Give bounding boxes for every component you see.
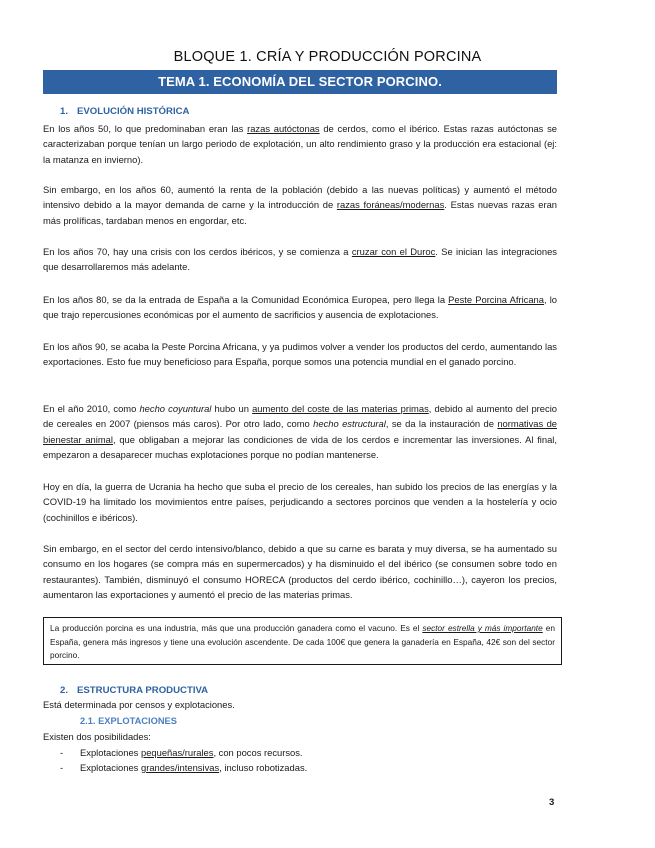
text: En los años 50, lo que predominaban eran las bbox=[43, 123, 248, 134]
section2-intro: Está determinada por censos y explotaciones. bbox=[43, 699, 235, 710]
section-title: ESTRUCTURA PRODUCTIVA bbox=[77, 685, 209, 696]
text: hubo un bbox=[211, 403, 253, 414]
highlight-note-box bbox=[43, 617, 562, 665]
text: , lo que trajo repercusiones económicas por el aumento de sacrificios y ausencia de explotaciones. bbox=[43, 294, 558, 321]
block-title: BLOQUE 1. CRÍA Y PRODUCCIÓN PORCINA bbox=[173, 49, 482, 65]
underlined-term: pequeñas/rurales bbox=[140, 747, 214, 758]
paragraph-6 bbox=[43, 401, 557, 462]
underlined-term: razas foráneas/modernas bbox=[336, 199, 445, 211]
italic-term: hecho estructural bbox=[313, 418, 386, 430]
tema-title-bar bbox=[43, 70, 557, 94]
section-heading-estructura bbox=[60, 685, 208, 696]
underlined-term: grandes/intensivas bbox=[140, 762, 220, 773]
paragraph-1 bbox=[43, 121, 557, 167]
text: . Se inician las integraciones que desarrollaremos más adelante. bbox=[43, 246, 557, 273]
text: Explotaciones bbox=[80, 747, 141, 758]
list-item bbox=[60, 760, 307, 775]
text: . Estas nuevas razas eran más prolíficas, tardaban menos en engordar, etc. bbox=[43, 199, 557, 226]
italic-term: hecho coyuntural bbox=[139, 403, 212, 414]
text: En el año 2010, como bbox=[43, 403, 140, 414]
page-number: 3 bbox=[549, 797, 555, 808]
text: en España, genera más ingresos y tiene una evolución ascendente. De cada 100€ que genera la ganadería en España, 42€ son del sector porcino. bbox=[50, 623, 555, 661]
text: La producción porcina es una industria, más que una producción ganadera como el vacuno. Es el bbox=[50, 623, 423, 633]
dash-bullet: - bbox=[60, 747, 64, 758]
section-heading-evolucion bbox=[60, 106, 189, 117]
underlined-term: razas autóctonas bbox=[247, 123, 320, 134]
section-number: 1. bbox=[60, 106, 69, 117]
dash-bullet: - bbox=[60, 762, 64, 773]
text: , debido al aumento del precio de cereales en 2007 (piensos más caros). Por otro lado, como bbox=[43, 403, 558, 430]
text: Explotaciones bbox=[80, 762, 141, 773]
paragraph-4 bbox=[43, 292, 557, 323]
paragraph-3 bbox=[43, 244, 557, 275]
list-item bbox=[60, 745, 303, 760]
paragraph-7 bbox=[43, 479, 557, 525]
text: , incluso robotizadas. bbox=[219, 762, 308, 773]
underlined-italic-term: sector estrella y más importante bbox=[422, 623, 543, 633]
text: de cerdos, como el ibérico. Estas razas autóctonas se caracterizaban porque tenían un largo periodo de explotación, un alto rendimiento graso y la producción era estacional (ej: la matanza en invierno). bbox=[43, 123, 557, 165]
text: , se da la instauración de bbox=[385, 418, 498, 430]
paragraph-2 bbox=[43, 182, 557, 228]
text: En los años 70, hay una crisis con los cerdos ibéricos, y se comienza a bbox=[43, 246, 352, 257]
text: , con pocos recursos. bbox=[213, 747, 303, 758]
tema-title: TEMA 1. ECONOMÍA DEL SECTOR PORCINO. bbox=[158, 74, 442, 89]
text: Sin embargo, en el sector del cerdo intensivo/blanco, debido a que su carne es barata y muy diversa, se ha aumentado su consumo en los hogares (se compra más en supermercados) y ha disminuido el del ibérico (se consumen sobre todo en restaurantes). También, disminuyó el consumo HORECA (productos del cerdo ibérico, cochinillo…), cayeron los precios, aumentaron las exportaciones y aumentó el precio de las materias primas. bbox=[43, 543, 557, 600]
paragraph-5 bbox=[43, 339, 557, 370]
text: En los años 90, se acaba la Peste Porcina Africana, y ya pudimos volver a vender los productos del cerdo, aumentando las exportaciones. Esto fue muy beneficioso para España, porque somos una potencia mundial en el ganado porcino. bbox=[43, 341, 557, 368]
paragraph-8 bbox=[43, 541, 557, 602]
section-number: 2. bbox=[60, 685, 69, 696]
text: En los años 80, se da la entrada de España a la Comunidad Económica Europea, pero llega la bbox=[43, 294, 449, 305]
underlined-term: normativas de bienestar animal bbox=[43, 418, 558, 445]
subsection-heading-explotaciones: 2.1. EXPLOTACIONES bbox=[80, 716, 177, 726]
underlined-term: aumento del coste de las materias primas bbox=[252, 403, 429, 414]
section-title: EVOLUCIÓN HISTÓRICA bbox=[77, 106, 190, 117]
subsection-intro: Existen dos posibilidades: bbox=[43, 731, 151, 742]
text: , que obligaban a mejorar las condiciones de vida de los cerdos e incrementar las inversiones. Al final, empezaron a desaparecer muchas explotaciones porque no podían mantenerse. bbox=[43, 433, 557, 460]
underlined-term: Peste Porcina Africana bbox=[448, 294, 544, 305]
underlined-term: cruzar con el Duroc bbox=[351, 246, 436, 257]
text: Hoy en día, la guerra de Ucrania ha hecho que suba el precio de los cereales, han subido los precios de las energías y la COVID-19 ha limitado los movimientos entre países, perjudicando a sectores porcinos que venden a la hostelería y ocio (cochinillos e ibéricos). bbox=[43, 481, 557, 523]
text: Sin embargo, en los años 60, aumentó la renta de la población (debido a las nuevas políticas) y aumentó el método intensivo debido a la mayor demanda de carne y la introducción de bbox=[43, 184, 557, 211]
